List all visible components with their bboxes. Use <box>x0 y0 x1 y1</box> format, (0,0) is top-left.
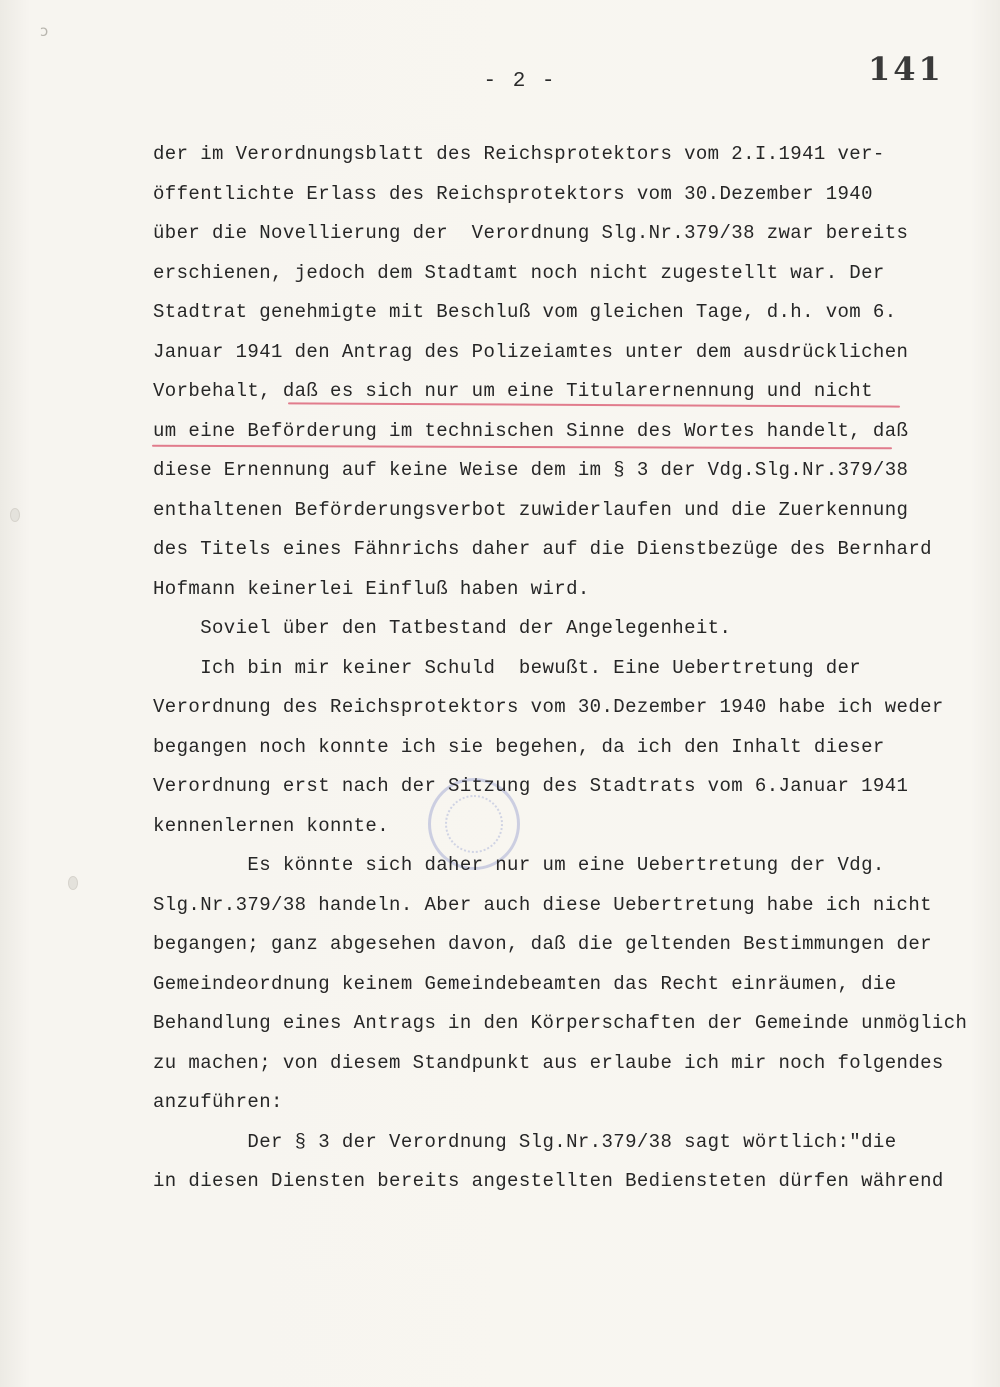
text-line: erschienen, jedoch dem Stadtamt noch nicht zugestellt war. Der <box>153 261 885 284</box>
text-line: öffentlichte Erlass des Reichsprotektors vom 30.Dezember 1940 <box>153 182 873 205</box>
corner-pencil-mark: ↄ <box>40 22 49 40</box>
text-line: Hofmann keinerlei Einfluß haben wird. <box>153 577 590 600</box>
text-line: des Titels eines Fähnrichs daher auf die Dienstbezüge des Bernhard <box>153 538 932 560</box>
body-text <box>153 135 988 1202</box>
text-line: Es könnte sich daher nur um eine Uebertretung der Vdg. <box>153 854 885 876</box>
text-line: zu machen; von diesem Standpunkt aus erlaube ich mir noch folgendes <box>153 1051 944 1074</box>
text-line: Verordnung erst nach der Sitzung des Stadtrats vom 6.Januar 1941 <box>153 775 909 797</box>
text-line: Der § 3 der Verordnung Slg.Nr.379/38 sagt wörtlich:"die <box>153 1130 897 1153</box>
text-line: begangen noch konnte ich sie begehen, da ich den Inhalt dieser <box>153 735 885 758</box>
text-line: Vorbehalt, daß es sich nur um eine Titularernennung und nicht <box>153 380 873 402</box>
text-line: Stadtrat genehmigte mit Beschluß vom gleichen Tage, d.h. vom 6. <box>153 301 897 323</box>
text-line: enthaltenen Beförderungsverbot zuwiderlaufen und die Zuerkennung <box>153 498 909 521</box>
text-line: Verordnung des Reichsprotektors vom 30.Dezember 1940 habe ich weder <box>153 696 944 718</box>
text-line: diese Ernennung auf keine Weise dem im § 3 der Vdg.Slg.Nr.379/38 <box>153 459 909 481</box>
text-line: Behandlung eines Antrags in den Körperschaften der Gemeinde unmöglich <box>153 1012 968 1034</box>
punch-hole-bottom <box>68 876 78 890</box>
text-line: Soviel über den Tatbestand der Angelegenheit. <box>153 617 732 639</box>
text-line: über die Novellierung der Verordnung Slg.Nr.379/38 zwar bereits <box>153 222 909 244</box>
folio-number: 141 <box>868 50 944 88</box>
punch-hole-top <box>10 508 20 522</box>
text-line: der im Verordnungsblatt des Reichsprotektors vom 2.I.1941 ver- <box>153 143 885 165</box>
text-line: kennenlernen konnte. <box>153 814 390 837</box>
text-line: begangen; ganz abgesehen davon, daß die geltenden Bestimmungen der <box>153 933 932 955</box>
text-line: um eine Beförderung im technischen Sinne des Wortes handelt, daß <box>153 419 909 442</box>
page-number: - 2 - <box>483 70 557 93</box>
text-line: anzuführen: <box>153 1091 283 1113</box>
text-line: Ich bin mir keiner Schuld bewußt. Eine Uebertretung der <box>153 656 862 679</box>
text-line: in diesen Diensten bereits angestellten Bediensteten dürfen während <box>153 1170 944 1192</box>
text-line: Januar 1941 den Antrag des Polizeiamtes unter dem ausdrücklichen <box>153 340 909 363</box>
text-line: Gemeindeordnung keinem Gemeindebeamten das Recht einräumen, die <box>153 972 897 995</box>
text-line: Slg.Nr.379/38 handeln. Aber auch diese Uebertretung habe ich nicht <box>153 893 932 916</box>
